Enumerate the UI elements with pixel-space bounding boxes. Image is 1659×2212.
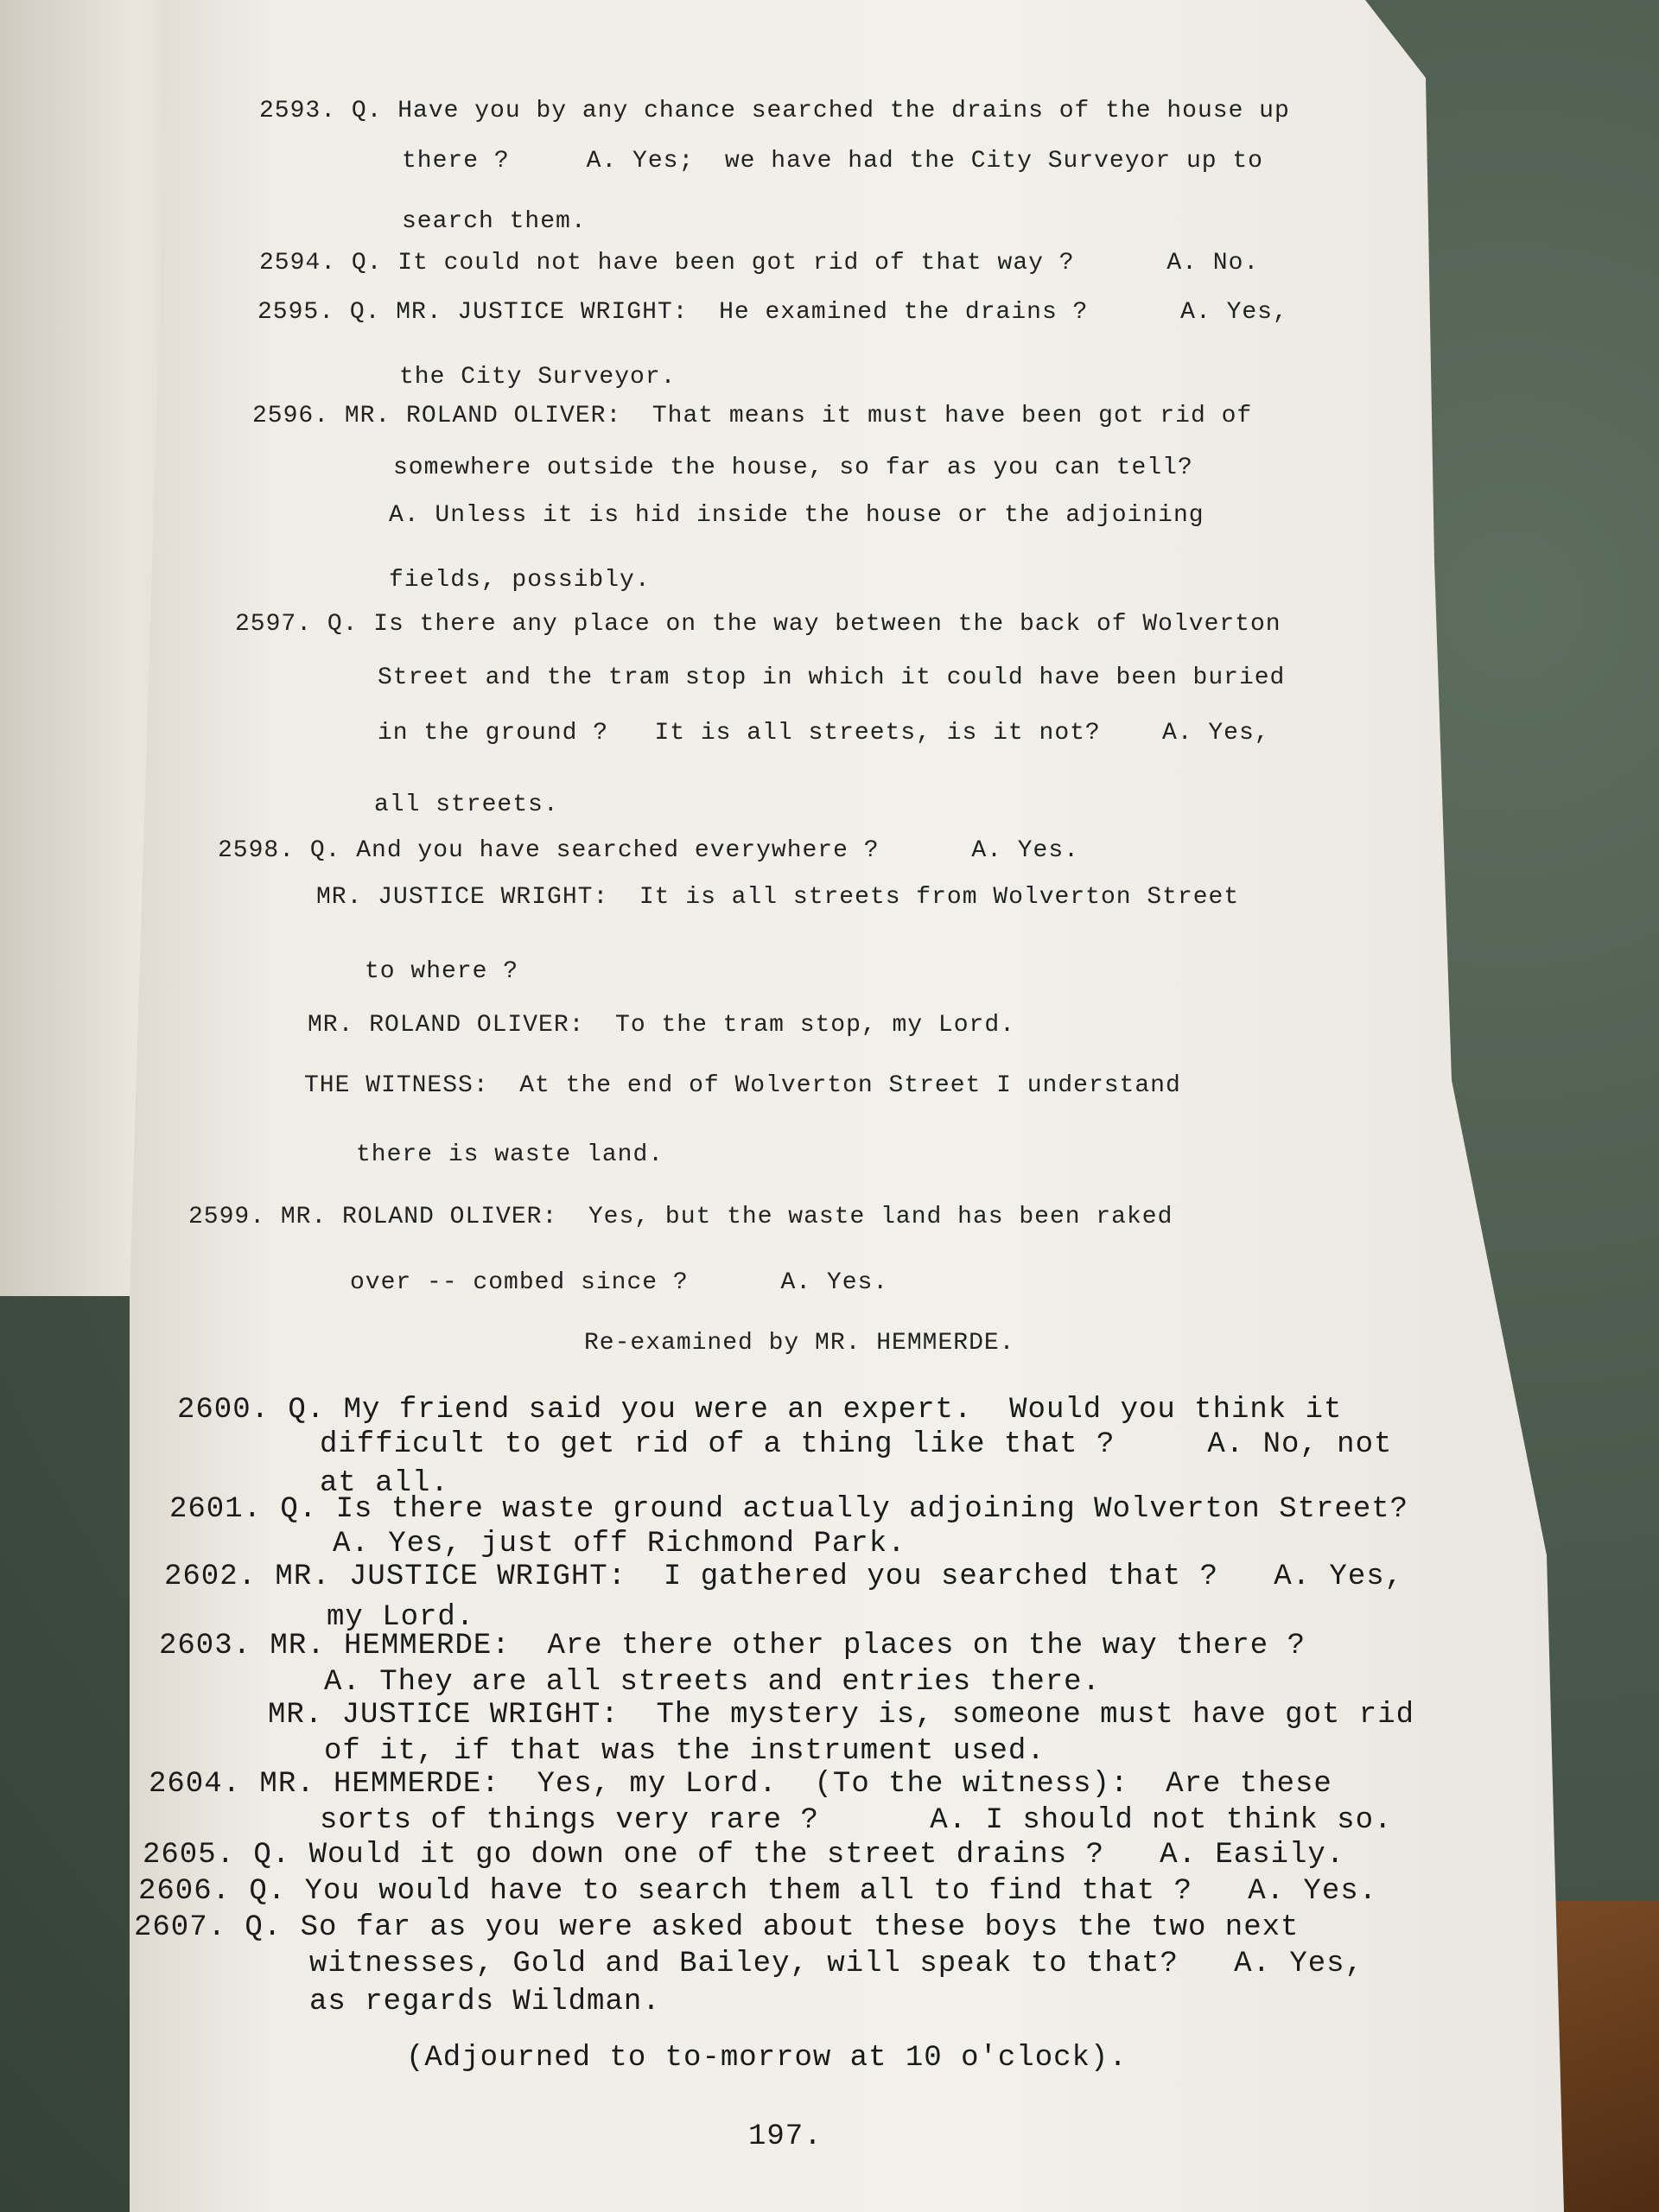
text-line: MR. JUSTICE WRIGHT: The mystery is, someone must have got rid: [268, 1699, 1415, 1732]
text-line: as regards Wildman.: [309, 1986, 661, 2018]
text-line: in the ground ? It is all streets, is it not? A. Yes,: [378, 720, 1270, 747]
text-line: 2603. MR. HEMMERDE: Are there other places on the way there ?: [159, 1630, 1306, 1662]
text-line: 2605. Q. Would it go down one of the street drains ? A. Easily.: [143, 1839, 1345, 1872]
text-line: there ? A. Yes; we have had the City Surveyor up to: [402, 148, 1263, 175]
section-heading: Re-examined by MR. HEMMERDE.: [584, 1330, 1015, 1357]
text-line: 2601. Q. Is there waste ground actually adjoining Wolverton Street?: [169, 1493, 1409, 1526]
text-line: 2595. Q. MR. JUSTICE WRIGHT: He examined the drains ? A. Yes,: [257, 299, 1288, 326]
text-line: the City Surveyor.: [399, 364, 677, 391]
text-line: 2607. Q. So far as you were asked about these boys the two next: [134, 1911, 1300, 1944]
text-line: A. They are all streets and entries there.: [324, 1666, 1101, 1699]
text-line: A. Yes, just off Richmond Park.: [333, 1528, 906, 1560]
text-line: THE WITNESS: At the end of Wolverton Street I understand: [304, 1072, 1181, 1099]
adjournment-note: (Adjourned to to-morrow at 10 o'clock).: [406, 2042, 1128, 2075]
text-line: 2594. Q. It could not have been got rid of that way ? A. No.: [259, 250, 1260, 276]
text-line: there is waste land.: [356, 1141, 664, 1168]
text-line: 2604. MR. HEMMERDE: Yes, my Lord. (To the witness): Are these: [149, 1768, 1332, 1801]
text-line: Street and the tram stop in which it could have been buried: [378, 664, 1286, 691]
text-line: 2598. Q. And you have searched everywhere ? A. Yes.: [218, 837, 1079, 864]
text-line: my Lord.: [327, 1601, 475, 1634]
text-line: search them.: [402, 208, 587, 235]
text-line: A. Unless it is hid inside the house or the adjoining: [389, 502, 1205, 529]
text-line: witnesses, Gold and Bailey, will speak to that? A. Yes,: [309, 1948, 1363, 1980]
text-line: 2593. Q. Have you by any chance searched the drains of the house up: [259, 98, 1290, 124]
text-line: 2606. Q. You would have to search them all to find that ? A. Yes.: [138, 1875, 1378, 1908]
text-line: over -- combed since ? A. Yes.: [350, 1269, 889, 1296]
text-line: 2597. Q. Is there any place on the way between the back of Wolverton: [235, 611, 1281, 638]
text-line: 2599. MR. ROLAND OLIVER: Yes, but the waste land has been raked: [188, 1204, 1173, 1230]
text-line: MR. JUSTICE WRIGHT: It is all streets from Wolverton Street: [316, 884, 1240, 911]
text-line: at all.: [320, 1467, 449, 1500]
text-line: MR. ROLAND OLIVER: To the tram stop, my Lord.: [308, 1012, 1015, 1039]
text-line: sorts of things very rare ? A. I should not think so.: [320, 1804, 1393, 1837]
text-line: 2596. MR. ROLAND OLIVER: That means it must have been got rid of: [252, 403, 1253, 429]
text-line: all streets.: [374, 791, 559, 818]
text-line: 2602. MR. JUSTICE WRIGHT: I gathered you searched that ? A. Yes,: [164, 1560, 1404, 1593]
text-line: somewhere outside the house, so far as you can tell?: [393, 454, 1193, 481]
text-line: 2600. Q. My friend said you were an expert. Would you think it: [177, 1394, 1343, 1427]
text-line: fields, possibly.: [389, 567, 651, 594]
text-line: difficult to get rid of a thing like that ? A. No, not: [320, 1428, 1393, 1461]
text-line: of it, if that was the instrument used.: [324, 1735, 1046, 1768]
text-line: to where ?: [365, 958, 519, 985]
page-number: 197.: [748, 2120, 823, 2153]
